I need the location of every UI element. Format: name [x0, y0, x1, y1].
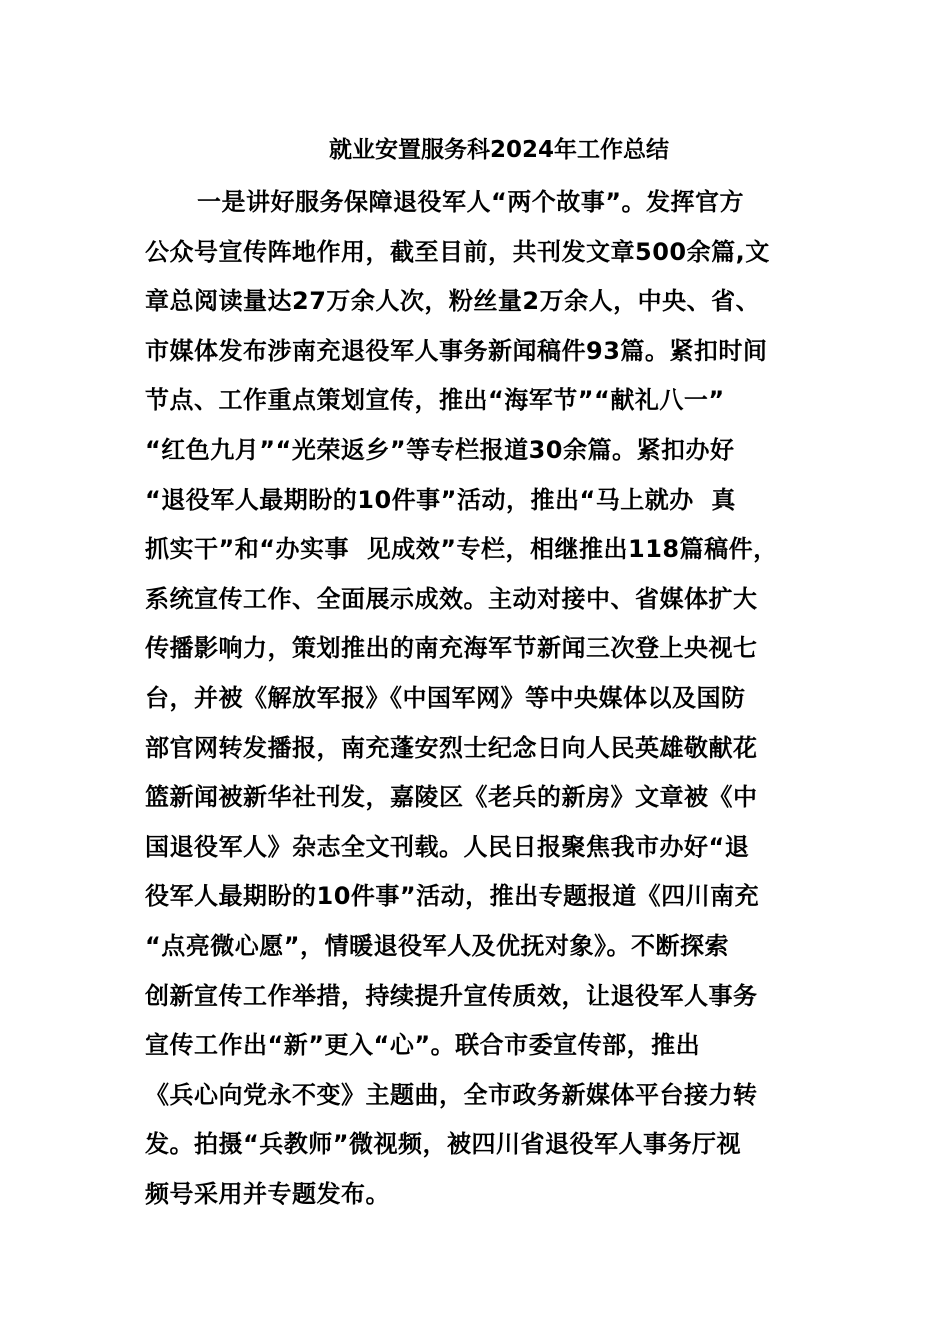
body-line: 系统宣传工作、全面展示成效。主动对接中、省媒体扩大: [145, 584, 758, 613]
body-line: 频号采用并专题发布。: [145, 1179, 390, 1208]
body-line: “退役军人最期盼的10件事”活动，推出“马上就办 真: [145, 485, 736, 514]
body-line: 国退役军人》杂志全文刊载。人民日报聚焦我市办好“退: [145, 832, 750, 861]
document-title: 就业安置服务科2024年工作总结: [328, 137, 669, 163]
body-line: 抓实干”和“办实事 见成效”专栏，相继推出118篇稿件，: [145, 535, 778, 564]
body-line: 一是讲好服务保障退役军人“两个故事”。发挥官方: [197, 188, 745, 216]
body-line: 篮新闻被新华社刊发，嘉陵区《老兵的新房》文章被《中: [145, 783, 758, 812]
body-line: 《兵心向党永不变》主题曲，全市政务新媒体平台接力转: [145, 1080, 758, 1109]
body-line: 公众号宣传阵地作用，截至目前，共刊发文章500余篇,文: [145, 237, 770, 266]
body-line: 发。拍摄“兵教师”微视频，被四川省退役军人事务厅视: [145, 1130, 742, 1159]
body-line: 台，并被《解放军报》《中国军网》等中央媒体以及国防: [145, 683, 746, 712]
document-body: [145, 178, 835, 1219]
body-line: “红色九月”“光荣返乡”等专栏报道30余篇。紧扣办好: [145, 435, 735, 464]
body-line: 传播影响力，策划推出的南充海军节新闻三次登上央视七: [145, 634, 758, 663]
body-line: “点亮微心愿”，情暖退役军人及优抚对象》。不断探索: [145, 931, 730, 960]
body-line: 宣传工作出“新”更入“心”。联合市委宣传部，推出: [145, 1031, 701, 1060]
body-line: 部官网转发播报，南充蓬安烈士纪念日向人民英雄敬献花: [145, 733, 758, 762]
body-line: 创新宣传工作举措，持续提升宣传质效，让退役军人事务: [145, 981, 758, 1010]
body-line: 章总阅读量达27万余人次，粉丝量2万余人，中央、省、: [145, 287, 761, 316]
body-line: 节点、工作重点策划宣传，推出“海军节”“献礼八一”: [145, 386, 725, 415]
body-line: 市媒体发布涉南充退役军人事务新闻稿件93篇。紧扣时间: [145, 336, 768, 365]
body-line: 役军人最期盼的10件事”活动，推出专题报道《四川南充: [145, 882, 760, 911]
